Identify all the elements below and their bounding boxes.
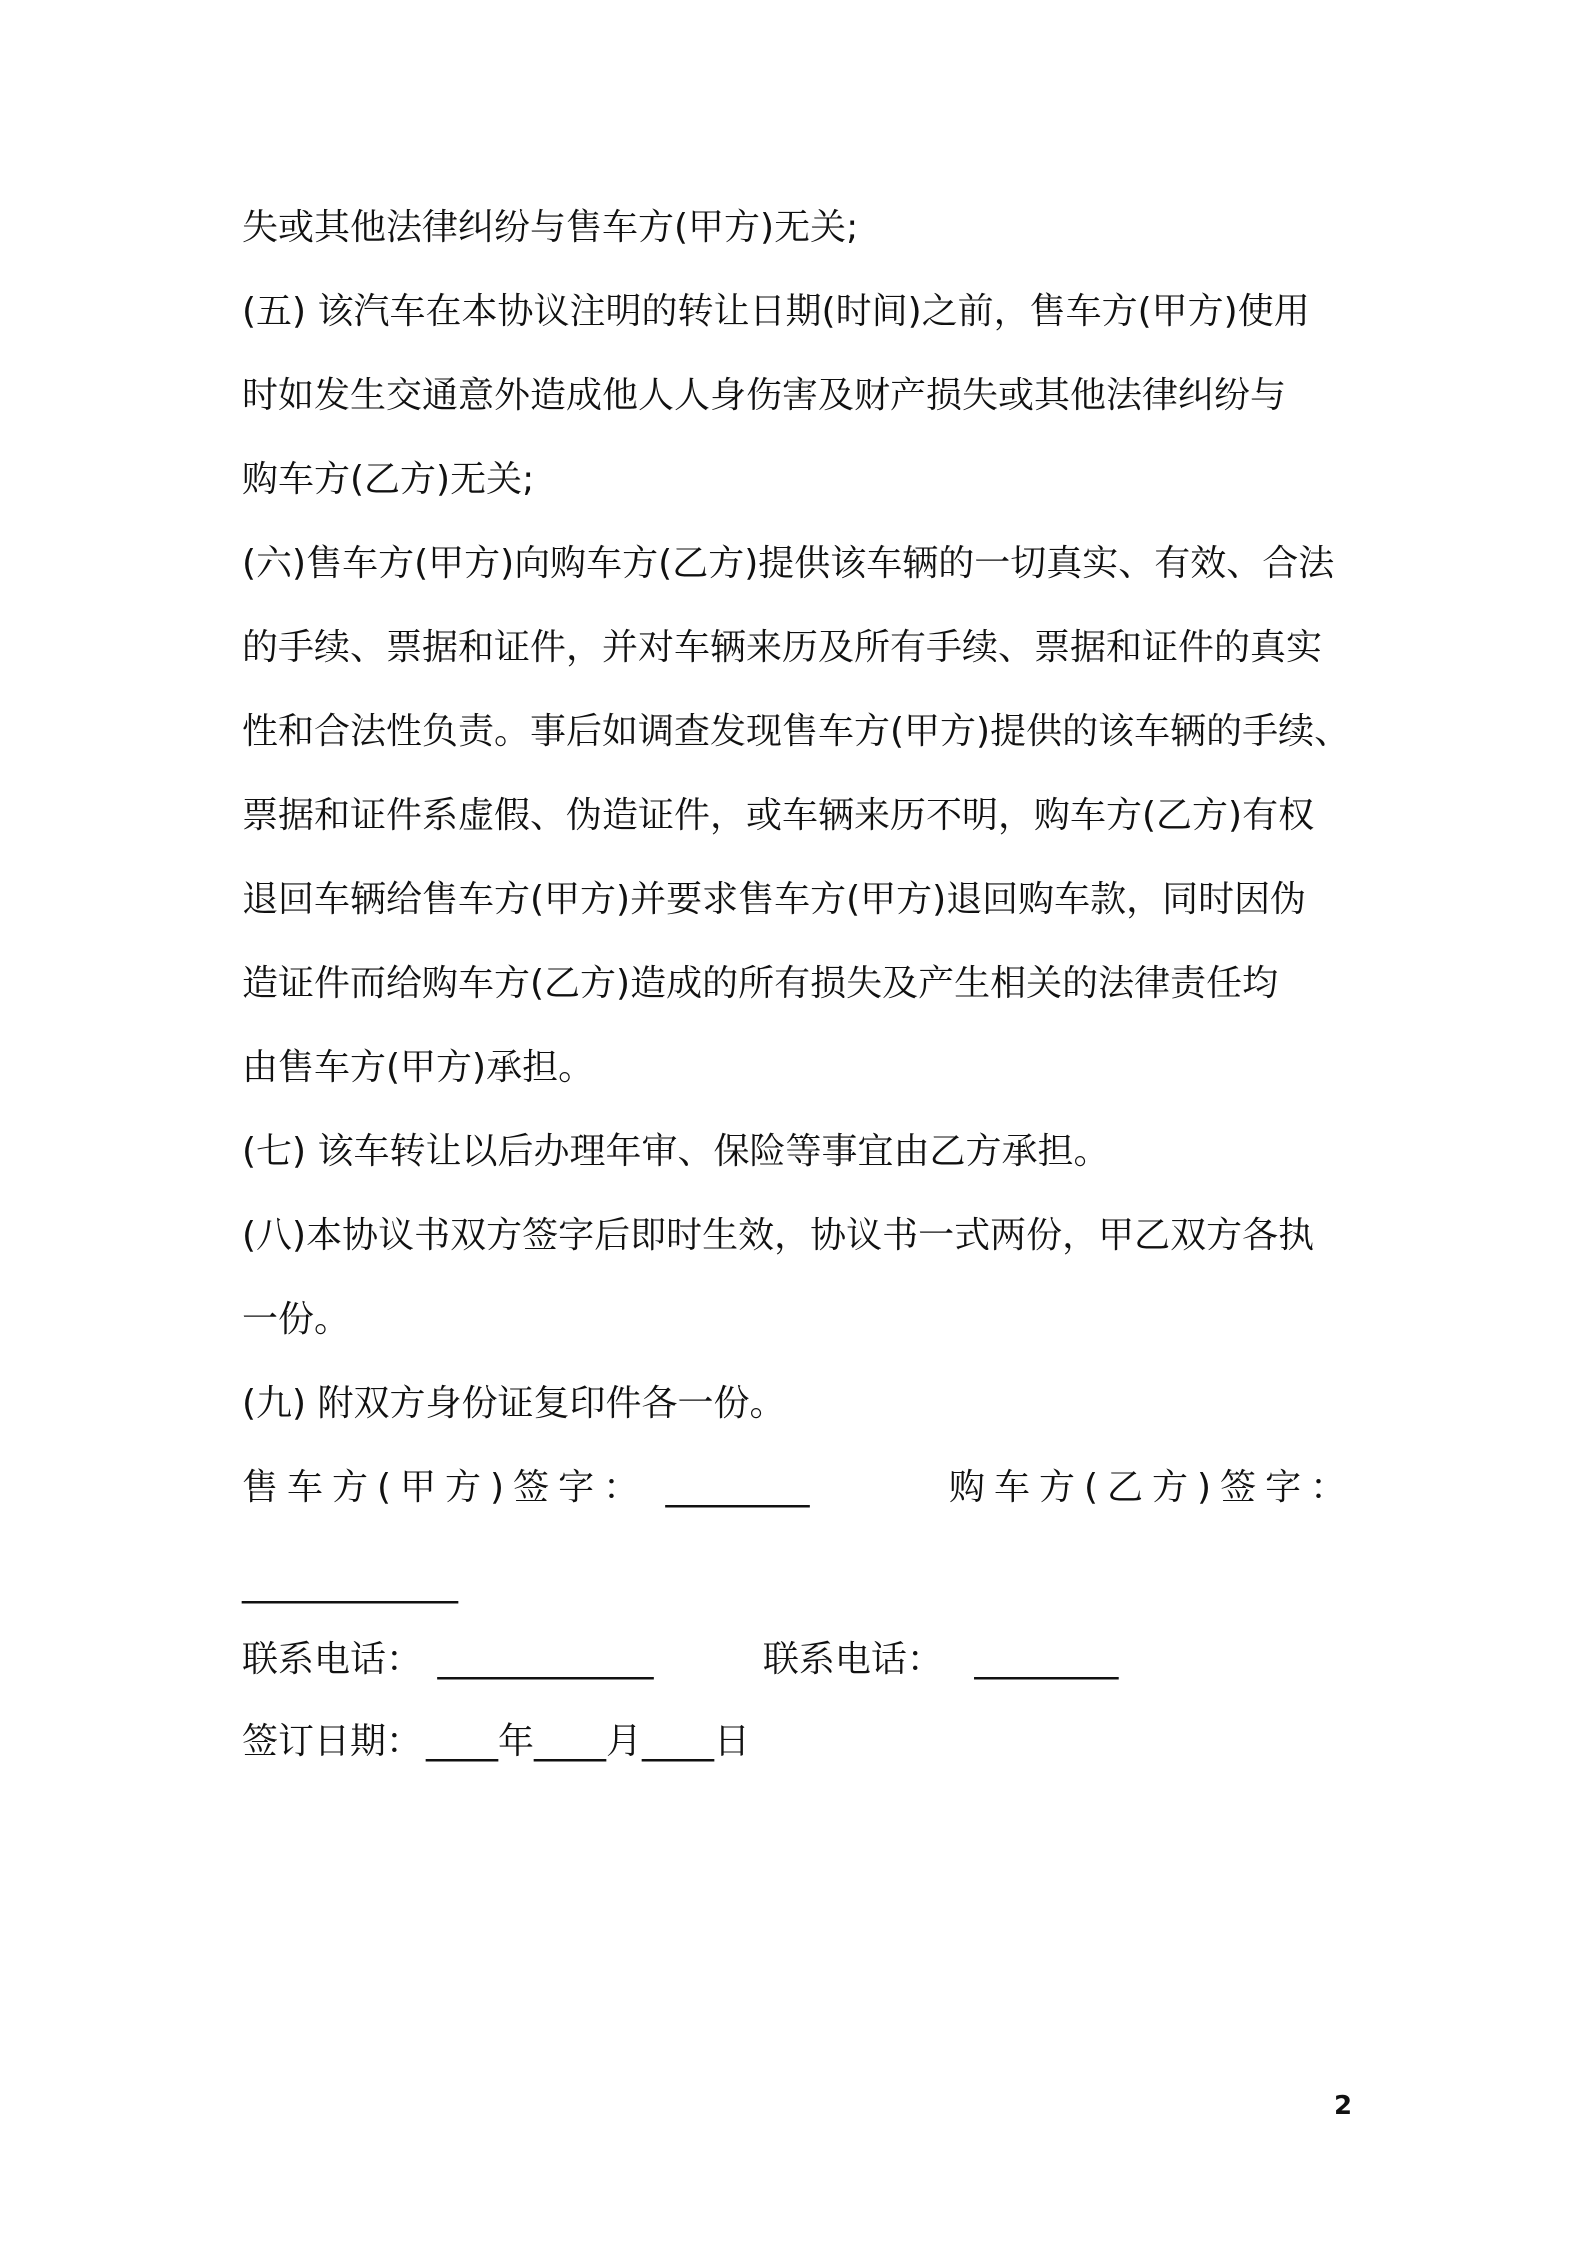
body-line: 的手续、票据和证件，并对车辆来历及所有手续、票据和证件的真实 [242,627,1323,668]
date-blank-year: ____ [426,1721,499,1762]
body-line: 造证件而给购车方(乙方)造成的所有损失及产生相关的法律责任均 [242,963,1279,1004]
phone-label-b: 联系电话： [762,1639,943,1680]
day-label: 日 [714,1721,751,1762]
signing-date-row [242,1718,750,1766]
body-line: 时如发生交通意外造成他人人身伤害及财产损失或其他法律纠纷与 [242,375,1287,416]
date-blank-day: ____ [642,1721,715,1762]
month-label: 月 [606,1721,643,1762]
body-line: 票据和证件系虚假、伪造证件，或车辆来历不明，购车方(乙方)有权 [242,795,1315,836]
body-line: 性和合法性负责。事后如调查发现售车方(甲方)提供的该车辆的手续、 [242,711,1351,752]
contact-row [242,1636,1118,1684]
phone-label-a: 联系电话： [242,1639,423,1680]
date-blank-month: ____ [534,1721,607,1762]
clause-7-line: (七) 该车转让以后办理年审、保险等事宜由乙方承担。 [242,1131,1110,1172]
clause-5-line: (五) 该汽车在本协议注明的转让日期(时间)之前，售车方(甲方)使用 [242,291,1310,332]
signature-row [242,1464,1355,1512]
buyer-signature-label: 购车方(乙方)签字： [949,1467,1356,1508]
phone-blank-a: ____________ [437,1639,654,1680]
buyer-signature-blank: ____________ [242,1563,458,1604]
body-line: 失或其他法律纠纷与售车方(甲方)无关; [242,207,859,248]
body-line: 购车方(乙方)无关; [242,459,535,500]
page-number: 2 [1334,2091,1353,2121]
date-label: 签订日期： [242,1721,423,1762]
body-line: 一份。 [242,1299,351,1340]
phone-blank-b: ________ [974,1639,1119,1680]
clause-9-line: (九) 附双方身份证复印件各一份。 [242,1383,786,1424]
year-label: 年 [498,1721,535,1762]
clause-6-line: (六)售车方(甲方)向购车方(乙方)提供该车辆的一切真实、有效、合法 [242,543,1335,584]
seller-signature-label: 售车方(甲方)签字： [242,1467,649,1508]
clause-8-line: (八)本协议书双方签字后即时生效，协议书一式两份，甲乙双方各执 [242,1215,1315,1256]
body-line: 由售车方(甲方)承担。 [242,1047,595,1088]
body-line: 退回车辆给售车方(甲方)并要求售车方(甲方)退回购车款，同时因伪 [242,879,1307,920]
seller-signature-blank: ________ [665,1467,810,1508]
